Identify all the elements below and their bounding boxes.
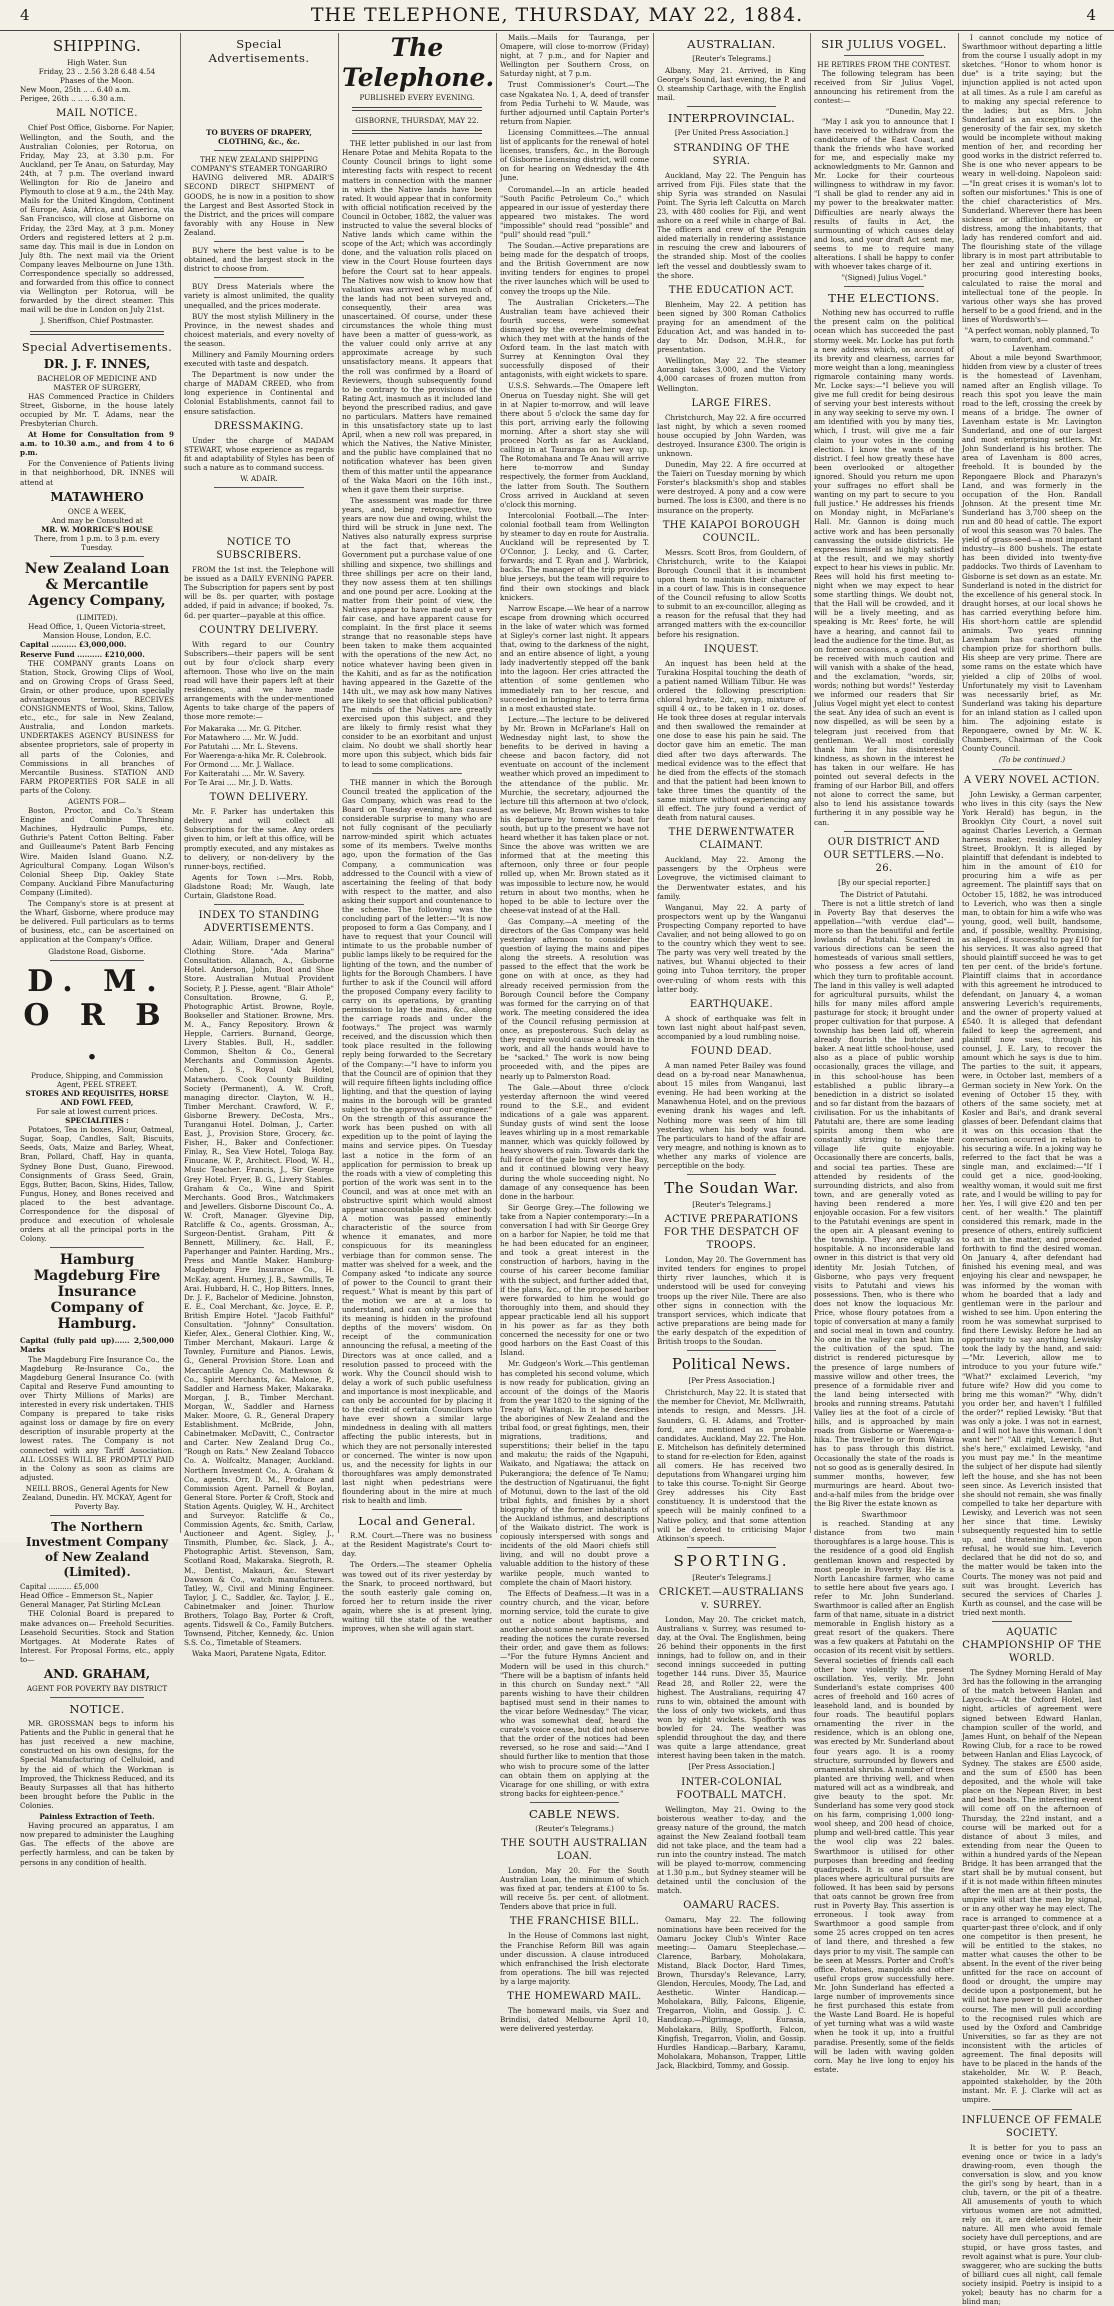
special-ads-heading: Special Advertisements.: [21, 339, 173, 354]
index-body: Adair, William, Draper and General Clothing Store. "Ada Marina" Consultation. Allanach, A., Gisborne Hotel. Anderson, John, Boot and Shoe Store. Australian Mutual Provident Society, P. J. Piesse, agent. "Blair Athole" Consultation. Browne, G. P., Photographic Artist. Browne, Royle, Bookseller and Stationer. Browne, Mrs. M. A., Fancy Repository. Brown & Hepple, Carriers. Burnand, George, Livery Stables. Bull, H., saddler. Common, Shelton & Co., General Merchants and Commission Agents. Cohen, J. S., Royal Oak Hotel, Matawhero. Cook County Building Society (Permanent), A. W. Croft, managing director. Clayton, W. H., Timber Merchant. Crawford, W. F., Gisborne Brewery. DeCosta, Mrs., Turanganui Hotel. Dolman, J., Carter. East, J., Provision Store, Grocery, &c. Fisher, H., Baker and Confectioner. Finlay, R., Sea View Hotel, Tologa Bay. Finucane, W. P., Architect. Flood, W. H., Music Teacher. Francis, J., Sir George Grey Hotel. Fryer, B. G., Livery Stables. Graham & Co., Wine and Spirit Merchants. Good Bros., Watchmakers and Jewellers. Gisborne Discount Co., A. W. Croft, Manager. Glyevine Dip, Ratcliffe & Co., agents. Grossman, A., Surgeon-Dentist. Graham, Pitt & Bennett, Millinery, &c. Hall, F., Paperhanger and Painter. Harding, Mrs., Press and Mantle Maker. Hamburg-Magdeburg Fire Insurance Co., H. McKay, agent. Hurney, J. B., Sawmills, Te Arai. Hubbard, H. C., Hop Bitters. Innes, Dr. J. F., Bachelor of Medicine. Johnston, E. E., Coal Merchant, &c. Joyce, E. P., British Empire Hotel. "Jacob Faithful" Consultation. "Johnny" Consultation. Kiefer, Alex., General Clothier. King, W., Timber Merchant, Makauri. Large & Townley, Furniture and Pianos. Lewis, G., General Provision Store. Loan and Mercantile Agency Co. Mathewson & Co., Spirit Merchants, &c. Malone, P., Saddler and Harness Maker, Makaraka. Morgan, J. B., Timber Merchant. Morgan, W., Saddler and Harness Maker. Moore, G. R., General Drapery Establishment. McBride, John, Cabinetmaker. McDavitt, C., Contractor and Carter. New Zealand Drug Co., "Rough on Rats." New Zealand Tobacco Co. A. Wolfcaltz, Manager, Auckland. Northern Investment Co., A. Graham & Co., agents. Orr, D. M., Produce and Commission Agent. Parnell & Boylan, General Store. Porter & Croft, Stock and Station Agents. Quigley, W. H., Architect and Surveyor. Ratcliffe & Co., Commission Agents, &c. Smith, Carlaw, Auctioneer and Agent. Sigley, J., Tinsmith, Plumber, &c. Slack, J. A., Photographic Artist. Stevenson, Sam, Scotland Road, Makaraka. Siegroth, R. M., Dentist, Makauri, &c. Stewart Dawson & Co., watch manufacturers. Tatley, W., Civil and Mining Engineer. Taylor, J. C., Saddler, &c. Taylor, J. E., Cabinetmaker and Joiner. Thurlow Brothers, Tolago Bay, Porter & Croft, agents. Tidswell & Co., Family Butchers. Townsend, Pitcher, Kennedy, &c. Union S.S. Co., Timetable of Steamers.: [184, 938, 334, 1648]
local-item: Mails.—Mails for Tauranga, per Omapere, will close to-morrow (Friday) night, at 7 p.m., and for Napier and Wellington per Southern Cross, on Saturday night, at 7 p.m.: [500, 33, 649, 79]
edact-heading: THE EDUCATION ACT.: [668, 284, 795, 296]
press-source: [Per United Press Association.]: [674, 128, 789, 138]
agent-row: For Makaraka .... Mr. G. Pitcher.: [184, 723, 302, 733]
column-5: [657, 33, 806, 2070]
soudan-heading: The Soudan War.: [664, 1179, 799, 1198]
index-last: Waka Maori, Paratene Ngata, Editor.: [192, 1649, 327, 1659]
novel-action-body: John Lewisky, a German carpenter, who lives in this city (says the New York Herald) has begun, in the Brooklyn City Court, a novel suit against Charles Leverich, a German harness maker, residing in Hanley Street, Brooklyn. It is alleged by plaintiff that defendant is indebted to him in the amount of £10 for procuring him a wife as per agreement. The plaintiff says that on October 15, 1882, he was introduced to Leverich, who was then a single man, to obtain for him a wife who was young, good, well built, handsome, and, if possible, wealthy. Promising, as alleged, if successful to pay £10 for his services. It was also agreed that should plaintiff succeed he was to get ten per cent. of the bride's fortune. Plaintiff claims that in accordance with this agreement he introduced to defendant, on January 4, a woman answering Leverich's requirements, and the owner of property valued at £540. It is alleged that defendant failed to keep the agreement, and plaintiff now sues, through his counsel, J. E. Lary, to recover the amount which he says is due to him. The parties to the suit, it appears, were, in October last, members of a German society in New York. On the evening of October 15 they, with others of the same society, met at Kosler and Bai's, and drank several glasses of beer. Defendant claims that it was on this occasion that the conversation occurred in relation to his securing a wife. In a joking way he referred to the fact that he was a single man, and exclaimed:—"If I could get a nice, good-looking, wealthy woman, it would suit me first rate, and I would be willing to pay for her. Yes, I will give £20 and ten per cent. of her wealth." The plaintiff considered this remark, made in the presence of others, entirely sufficient to act in the matter, and proceeded forthwith to find the desired woman. On January 4, after defendant had finished his evening meal, and was enjoying his clear and newspaper, he was informed by the woman with whom he boarded that a lady and gentleman were in the parlour and wished to see him. Upon entering the room he was somewhat surprised to find there Lewisky. Before he had an opportunity to say anything Lewisky took the lady by the hand, and said:—"Mr. Leverich, allow me to introduce to you your future wife." "What?" exclaimed Leverich, "my future wife? How did you come to bring me this woman?" "Why, didn't you order her, and haven't I fulfilled the order?" replied Lewisky. "But that was only a joke. I was not in earnest, and I will not have this woman. I don't want her!" "All right, Leverich. But she's here," exclaimed Lewisky, "and you must pay me." In the meantime the subject of her dispute had silently left the house, and she has not been seen since. As Leverich insisted that she should not remain, she was finally compelled to take her departure with Lewisky, and Leverich was not seen her since that time. Lewisky subsequently requested him to settle up, and threatening that, upon refusal, he would sue him. Leverich declared that he did not do so, and the matter would be taken into the Courts. The money was not paid and suit was brought. Leverich has secured the services of Charles J. Kurth as counsel, and the case will be tried next month.: [962, 789, 1103, 1617]
agents-body: Boston, Proctor, and Co.'s Steam Engine and Combine Threshing Machines, Hydraulic Pumps, etc. Guthrie's Patent Cotton Belting. Faber and Guilleaume's Patent Barb Fencing Wire. Maiden Island Guano. N.Z. Agricultural Company. Logan Wilson's Colonial Sheep Dip. Oakley State Company. Auckland Fibre Manufacturing Company (Limited).: [20, 806, 174, 897]
hamburg-title: Hamburg Magdeburg Fire Insurance Company of Hamburg.: [33, 1252, 161, 1333]
agent-row: For Ormond .... Mr. J. Wallace.: [184, 759, 295, 769]
drapery-heading: TO BUYERS OF DRAPERY, CLOTHING, &c., &c.: [206, 128, 312, 147]
graham-sub: AGENT FOR POVERTY BAY DISTRICT: [26, 1684, 168, 1693]
agent-row: For Matawhero .... Mr. W. Judd.: [184, 732, 299, 742]
column-7: [962, 33, 1103, 2306]
news-item: Auckland, May 22. Among the passengers by the Orpheus were Lovegrove, the victimised claimant to the Derwentwater estates, and his family.: [657, 855, 806, 901]
store-body: The Company's store is at present at the Wharf, Gisborne, where produce may be delivered. Full particulars as to terms of business, etc., can be ascertained on application at the Company's Office.: [20, 899, 174, 945]
buy-2: BUY Dress Materials where the variety is almost unlimited, the quality unequalled, and the prices moderate.: [184, 282, 334, 310]
mrs-sunderland: I cannot conclude my notice of Swarthmoor without departing a little from the course I usually adopt in my sketches. "Honor to whom honor is due" is a trite saying; but the injunction applied is not acted upon at all times. As a rule I am careful as to making any special reference to the ladies; but as Mrs. John Sunderland is an exception to the generosity of the fair sex, my sketch would be incomplete without making mention of her, and recording her good works in the district referred to. She is one who never appears to be weary in well-doing. Napoleon said:—"In great crises it is woman's lot to soften our misfortunes." This is one of the chief characteristics of Mrs. Sunderland. Wherever there has been sickness or affliction, poverty or distress, among the inhabitants, that lady has rendered comfort and aid. The flourishing state of the village library is in most part attributable to her zeal and untiring exertions in procuring good interesting books, calculated to raise the moral and intellectual tone of the people. In various other ways she has proved herself to be a good friend, and in the lines of Wordsworth's—: [962, 33, 1102, 324]
swarthmoor-body: is reached. Standing at any distance from two main thoroughfares is a large house. This is the residence of a good old English gentleman known and respected by most people in Poverty Bay. He is a North Lancashire farmer, who came to settle here about five years ago. I refer to Mr. John Sunderland. Swarthmoor is called after an English farm of that name, situate in a district memorable in English history as a great resort of the quakers. There was a few quakers at Patutahi on the occasion of its recent visit by settlers. Several societies of friends call each other how violently the present oscillation. Yes, verily. Mr. John Sunderland's estate comprises 400 acres of freehold and 160 acres of leasehold land, and is bounded by four roads. The beautiful poplars ornamenting the river in the residence, which is an oblong one, was erected by Mr. Sunderland about four years ago. It is a roomy structure, surrounded by flowers and ornamental shrubs. A number of trees planted are thriving well, and when matured will act as a windbreak, and give beauty to the spot. Mr. Sunderland has some very good stock on his farm, comprising 1,000 long-wool sheep, and 200 head of choice, plump and well-bred cattle. This year the wool clip was 22 bales. Swarthmoor is utilised for other purposes than breeding and feeding quadrupeds. It is one of the few places where agricultural pursuits are followed. It has been said by persons that oats cannot be grown free from rust in Poverty Bay. This assertion is erroneous. I took away from Swarthmoor a good sample from some 25 acres cropped on ten acres of land there, and threshed a few days prior to my visit. The sample can be seen at Messrs. Porter and Croft's office. Potatoes, mangolds and other useful crops grow successfully here. Mr. John Sunderland has effected a large number of improvements since he first purchased this estate from the Waste Land Board. He is hopeful of yet turning what was a wild waste when he took it up, into a fruitful paradise. Presently, some of the fields will be laden with waving golden corn. May he live long to enjoy his estate.: [814, 1519, 954, 2074]
graham: AND. GRAHAM,: [43, 1667, 151, 1681]
column-1: [20, 33, 174, 1867]
agents-for: AGENTS FOR—: [68, 797, 126, 806]
lavenham-body: About a mile beyond Swarthmoor, hidden from view by a cluster of trees is the homestead of Lavenham, named after an English village. To reach this spot you leave the main road to the left, crossing the creek by means of a bridge. The owner of Lavenham estate is Mr. Lavington Sunderland, and one of our largest and most enterprising settlers. Mr. John Sunderland is his brother. The area of Lavenham is 800 acres, freehold. It is bounded by the Repongaere Block and Pharazyn's Land, and was formerly in the occupation of the Hon. Randall Johnson. At the present time Mr. Sunderland has 3,700 sheep on the run and 80 head of cattle. The export of wool this season was 70 bales. The yield of grass-seed—a most important industry—is 800 bushels. The estate has been divided into twenty-five paddocks. Two thirds of Lavenham to Gisborne is set down as an estate. Mr. Sunderland is noted in the district for the excellence of his general stock. In draught horses, at our local shows he has carried everything before him. His short-horn cattle are splendid animals. Two years running Lavenham has carried off the champion prize for shorthorn bulls. His sheep are very prime. There are some rams on the estate which have yielded a clip of 20lbs of wool. Unfortunately my visit to Lavenham was necessarily brief, as Mr. Sunderland was taking his departure for an inland station as I called upon him. The adjoining estate is Repongaere, owned by Mr. W. K. Chambers, Chairman of the Cook County Council.: [962, 353, 1102, 754]
editorial-dateline: GISBORNE, THURSDAY, MAY 22.: [355, 116, 479, 126]
column-rule: [180, 33, 181, 1533]
aquatic-heading: AQUATIC CHAMPIONSHIP OF THE WORLD.: [962, 1627, 1102, 1665]
may-be-consulted: And may be Consulted at: [51, 515, 143, 525]
painless-heading: Painless Extraction of Teeth.: [39, 1812, 155, 1822]
limited: (LIMITED).: [76, 613, 118, 623]
page-number-right: 4: [1086, 6, 1096, 24]
millinery: Millinery and Family Mourning orders executed with taste and despatch.: [184, 349, 334, 369]
matawhero: MATAWHERO: [50, 489, 144, 504]
morrice-house: MR. W. MORRICE'S HOUSE: [41, 524, 153, 534]
lavenham-heading: Lavenham.: [1011, 344, 1052, 354]
northern-capital: Capital .......... £5,000: [20, 1582, 99, 1592]
soudan-subheading: ACTIVE PREPARATIONS FOR THE DESPATCH OF TROOPS.: [663, 1214, 800, 1252]
swarthmoor-heading: Swarthmoor: [861, 1510, 907, 1520]
stores-heading: STORES AND REQUISITES, HORSE AND FOWL FEED,: [25, 1088, 169, 1107]
sporting-source: [Reuter's Telegrams.]: [692, 1572, 771, 1582]
adair-body: HAVING delivered MR. ADAIR'S SECOND DIRECT SHIPMENT of GOODS, he is now in a position to show the Largest and Best Assorted Stock in the District, and the prices will compare favorably with any House in New Zealand.: [184, 173, 334, 237]
news-item: Dunedin, May 22. A fire occurred at the Taieri on Tuesday morning by which Forster's blacksmith's shop and stables were destroyed. A pony and a cow were burned. The loss is £300, and there is no insurance on the property.: [657, 460, 806, 515]
hamburg-capital: Capital (fully paid up)...... 2,500,000 Marks: [20, 1336, 174, 1355]
news-item: Christchurch, May 22. It is stated that the member for Cheviot, Mr. McIlwraith, intends to resign, and Messrs. J.H. Saunders, G. H. Adams, and Trotter-ford, are mentioned as probable candidates. Auckland, May 22. The Hon. E. Mitchelson has definitely determined to stand for re-election for Eden, against all comers. He has received two deputations from Whangarei urging him to take this course. To-night Sir George Grey addresses his City East constituency. It is understood that the speech will be mainly confined to a Native policy, and that some attention will be devoted to criticising Major Atkinson's speech.: [657, 1388, 806, 1543]
vogel-heading: SIR JULIUS VOGEL.: [821, 37, 947, 51]
innes-title: DR. J. F. INNES,: [43, 356, 151, 371]
head-office: Head Office, 1, Queen Victoria-street, Mansion House, London, E.C.: [28, 622, 166, 641]
town-agents: Agents for Town :—Mrs. Robb, Gladstone Road; Mr. Waugh, late Curtain, Gladstone Road.: [184, 872, 334, 900]
news-item: Oamaru, May 22. The following nominations have been received for the Oamaru Jockey Club's Winter Race meeting:— Oamaru Steeplechase.—Clarence, Barbary, Moholakara, Mistand, Black Doctor, Hard Times, Brown, Thursday's Relevance, Larry, Glendon, Hercules, Moody, The Lad, and Aesthetic. Winter Handicap.—Moholakara, Billy, Falcons, Eligenie, Tregarron, Violin, and Gossip. J. C. Handicap.—Pilgrimage, Eurasia, Moholakara, Billy, Spofforth, Falcon, Kingfish, Tregarron, Violin, and Gossip. Hurdles Handicap.—Barbary, Karamu, Moholakara, Mohanson, Trapper, Little Jack, Blackbird, Tommy, and Gossip.: [657, 1915, 806, 2070]
nz-loan-body: THE COMPANY grants Loans on Station, Stock, Growing Clips of Wool, and on Growing Crops of Grass Seed, Grain, or other produce, upon specially advantageous terms. RECEIVES CONSIGNMENTS of Wool, Skins, Tallow, etc., etc., for sale in New Zealand, Australia, and London markets. UNDERTAKES AGENCY BUSINESS for absentee proprietors, sale of property in all parts of the Colonies, and Commissions in all branches of Mercantile Business. STATION AND FARM PROPERTIES FOR SALE in all parts of the Colony.: [20, 658, 174, 795]
subscribers-heading: NOTICE TO SUBSCRIBERS.: [216, 537, 302, 562]
northern-manager: General Manager, Pat Stirling McLean: [20, 1600, 161, 1610]
hamburg-agents: NEILL BROS., General Agents for New Zealand, Dunedin. HY. MCKAY, Agent for Poverty Bay.: [22, 1483, 172, 1512]
local-item: The Australian Cricketers.—The Australian team have achieved their fourth success, were somewhat dismayed by the overwhelming defeat which they met with at the hands of the Oxford team. In the last match with Surrey at Kennington Oval they successfully disposed of their antagonists, with eight wickets to spare.: [500, 297, 649, 380]
hamburg-body: The Magdeburg Fire Insurance Co., the Magdeburg Re-Insurance Co., the Magdeburg General Insurance Co. (with Capital and Reserve Fund amounting to over Thirty Millions of Marks) are interested in every risk undertaken. THIS Company is prepared to take risks against loss or damage by fire on every description of insurable property at the lowest rates. The Company is not connected with any Tariff Association. ALL LOSSES WILL BE PROMPTLY PAID in the Colony as soon as claims are adjusted.: [20, 1354, 174, 1482]
nz-loan-title: New Zealand Loan & Mercantile Agency Company,: [24, 561, 170, 610]
stores-sub: For sale at lowest current prices.: [36, 1106, 158, 1116]
aquatic-body: The Sydney Morning Herald of May 3rd has the following in the arranging of the match between Hanlan and Laycock:—At the Oxford Hotel, last night, articles of agreement were signed between Edward Hanlan, champion sculler of the world, and James Hunt, on behalf of the Nepean Rowing Club, for a race to be rowed between Hanlan and Elias Laycock, of Sydney. The stakes are £500 aside, and the sum of £500 has been deposited, and the whole will take place on the Nepean River, in best and best boats. The interesting event will come off on the afternoon of Thursday, the 22nd instant, and a course will be marked out for a distance of about 3 miles, and extending from near the Queen to within a hundred yards of the Nepean Bridge. It has been arranged that the start shall be by mutual consent, but if it is not made within fifteen minutes after the men are at their posts, the umpire will start the men by signal, or in any other way he may elect. The race is arranged to commence at a quarter-past three o'clock, and if only one competitor is then present, he will be entitled to the stakes, no matter what causes the other to be absent. In the event of the river being unfitted for the race on account of flood or drought, the umpire may decide upon a postponement, but he will not have power to decide another course. The men will pull according to the recognised rules which are used by the Oxford and Cambridge Universities, so far as they are not inconsistent with the articles of agreement. The final deposits will have to be placed in the hands of the stakeholder, Mr. W. P. Beach, appointed stakeholder, by the 20th instant. Mr. F. J. Clarke will act as umpire.: [962, 1668, 1102, 2105]
local-item: Licensing Committees.—The annual list of applicants for the renewal of hotel licenses, transfers, &c., in the Borough of Gisborne Licensing district, will come on for hearing on Wednesday the 4th June.: [500, 127, 649, 183]
local-item: The Gale.—About three o'clock yesterday afternoon the wind veered round to the S.E., and evident indications of a gale was apparent. Sunday gusts of wind sent the loose leaves whirling up in a most remarkable manner, which was quickly followed by heavy showers of rain. Towards dark the full force of the gale burst over the Bay, and it continued blowing very heavy during the whole succeeding night. No damage of any consequence has been done in the harbour.: [500, 1082, 649, 1201]
moon-row: New Moon, 25th .. .. 6.40 a.m.: [20, 85, 131, 95]
tide-row: Friday, 23 .. 2.56 3.28 6.48 4.54: [38, 67, 156, 77]
news-item: Auckland, May 22. The Penguin has arrived from Fiji. Files state that the ship Syria was stranded on Nasulai Point. The Syria left Calcutta on March 23, with 480 coolies for Fiji, and went ashore on a reef while in charge of Bal. The officers and crew of the Penguin aided materially in rendering assistance in rescuing the crew and labourers of the stranded ship. Most of the coolies left the vessel and doubtlessly swam to the shore.: [657, 170, 806, 280]
northern-body: THE Colonial Board is prepared to make advances on— Freehold Securities. Leasehold Securities. Stock and Station Mortgages. At Moderate Rates of Interest. For Proposal Forms, etc., apply to—: [20, 1609, 174, 1664]
news-item: Wellington, May 21. Owing to the boisterous weather to-day, and the greasy nature of the ground, the match against the New Zealand football team did not take place, and the team had a run into the country instead. The match will be played to-morrow, commencing at 1.30 p.m., but Sydney steamer will be detained until the conclusion of the match.: [657, 1804, 806, 1896]
news-item: Christchurch, May 22. A fire occurred last night, by which a seven roomed house occupied by John Warden, was destroyed. Insurance £300. The origin is unknown.: [657, 412, 806, 458]
masthead: [0, 0, 1114, 31]
local-item: Coromandel.—In an article headed "South Pacific Petroleum Co.," which appeared in our issue of yesterday there appeared two mistakes. The word "impossible" should read "possible" and "pull" should read "pull.": [500, 184, 649, 239]
district-heading: OUR DISTRICT AND OUR SETTLERS.—No. 26.: [823, 836, 945, 874]
local-item: Intercolonial Football.—The Inter-colonial football team from Wellington by steamer to day en route for Australia. Auckland will be represented by T. O'Connor, J. Lecky, and G. Carter, forwards; and T. Ryan and J. Warbrick, backs. The manager of the trip provides blue jerseys, but the team will require to find their own stockings and black knickers.: [500, 510, 649, 602]
specialities-body: Potatoes, Tea in boxes, Flour, Oatmeal, Sugar, Soap, Candles, Salt, Biscuits, Seeds, Oats, Maize and Barley, Wheat, Bran, Pollard, Chaff, Hay in quanta, Sydney Bone Dust, Guano, Firewood. Consignments of Grass Seed, Grain, Eggs, Butter, Bacon, Skins, Hides, Tallow, Fungus, Honey, and Bones received and placed to the best advantage. Correspondence for the disposal of produce and execution of wholesale orders at all the principal ports in the Colony.: [20, 1125, 174, 1244]
news-item: Wanganui, May 22. A party of prospectors went up by the Wanganui Prospecting Company reported to have Cavalier, and not being allowed to go on to the country which they went to see. The party was very well treated by the natives, but Whanui objected to their going into Tuhoa territory, the proper over-ruling of whom rests with this latter body.: [657, 902, 806, 994]
paper-title: The Telephone.: [342, 33, 495, 92]
local-item: Narrow Escape.—We hear of a narrow escape from drowning which occurred in the lake of water which was formed at Sigley's corner last night. It appears that, owing to the darkness of the night, and an entire absence of light, a young lady inadvertently stepped off the bank into the lagoon. Her cries attracted the attention of some gentlemen who immediately ran to her rescue, and succeeded in bringing her to terra firma in a most exhausted state.: [500, 603, 649, 713]
interprovincial-heading: INTERPROVINCIAL.: [667, 111, 796, 126]
found-dead-heading: FOUND DEAD.: [690, 1045, 773, 1057]
buy-3: BUY the most stylish Millinery in the Province, in the newest shades and choicest materials, and every novelty of the season.: [184, 311, 334, 348]
special-reporter: [By our special reporter.]: [838, 877, 930, 887]
published-every-evening: PUBLISHED EVERY EVENING.: [359, 93, 475, 102]
department: The Department is now under the charge of MADAM CREED, who from long experience in Continental and Colonial Establishments, cannot fail to ensure satisfaction.: [184, 370, 334, 416]
innes-convenience: For the Convenience of Patients living in that neighborhood, DR. INNES will attend at: [20, 459, 174, 487]
page-number-left: 4: [20, 6, 30, 24]
news-item: London, May 20. The cricket match, Australians v. Surrey, was resumed to-day, at the Oval. The Englishmen, being 26 behind their opponents in the first innings, had to follow on, and in their second innings succeeded in putting together 144 runs. Diver 35, Maurice Read 28, and Roller 22, were the highest. The Australians, requiring 47 runs to win, obtained the amount with the loss of only two wickets, and thus won by eight wickets. Spofforth was bowled for 24. The weather was splendid throughout the day, and there was quite a large attendance, great interest having been taken in the match.: [657, 1614, 806, 1761]
reuter-source: [Reuter's Telegrams.]: [692, 54, 771, 63]
country-delivery-body: With regard to our Country Subscribers—their papers will be sent out by four o'clock sharp every afternoon. Those who live on the main road will have their papers left at their residences, and we have made arrangements with the under-mentioned Agents to take charge of the papers of those more remote:—: [184, 639, 334, 722]
innes-hours: At Home for Consultation from 9 a.m. to 10.30 a.m., and from 4 to 6 p.m.: [20, 430, 174, 458]
derwent-heading: THE DERWENTWATER CLAIMANT.: [668, 827, 795, 852]
town-delivery-heading: TOWN DELIVERY.: [209, 792, 309, 804]
moon-row: Perigee, 26th .. .. .. 6.30 a.m.: [20, 94, 126, 104]
newspaper-title: THE TELEPHONE, THURSDAY, MAY 22, 1884.: [310, 4, 804, 26]
cable-news-source: (Reuter's Telegrams.): [535, 1823, 614, 1833]
northern-office: Head Office – Emmerson St., Napier: [20, 1591, 153, 1601]
gladstone-road: Gladstone Road, Gisborne.: [48, 946, 146, 956]
mail-notice-body: Chief Post Office, Gisborne. For Napier, Wellington, and the South, and the Australian Colonies, per Rotorua, on Friday, May 23, at 3.30 p.m. For Auckland, per Te Anau, on Saturday, May 24th, at 7 p.m. The overland inward Wellington for Rio de Janeiro and Plymouth to close at 9 a.m., the 24th May. Mails for the United Kingdom, Continent of Europe, Asia, Africa, and America, via San Francisco, will close at Gisborne on Friday, the 23rd May, at 3 p.m. Money Orders and registered letters at 2 p.m. same day. This mail is due in London on July 8th. The next mail via the Orient Company leaves Melbourne on June 13th. Correspondence specially so addressed, and forwarded from this office to connect via Wellington per Rotorua, will be forwarded by the direct steamer. This mail will be due in London on July 21st.: [20, 123, 174, 315]
dressmaking-heading: DRESSMAKING.: [214, 420, 304, 432]
news-item: Wellington, May 22. The steamer Aorangi takes 3,000, and the Victory 4,000 carcases of frozen mutton from Wellington.: [657, 356, 806, 393]
reserve-fund: Reserve Fund .......... £210,000.: [20, 649, 145, 659]
column-6: [814, 33, 954, 2074]
moon-heading: Phases of the Moon.: [60, 76, 134, 86]
vogel-signed: "(Signed) Julius Vogel.": [841, 273, 927, 283]
mail-notice-heading: MAIL NOTICE.: [56, 108, 138, 120]
agent-row: For Te Arai .... Mr. J. D. Watts.: [184, 778, 293, 788]
dmo-subtitle: Produce, Shipping, and Commission Agent, PEEL STREET.: [30, 1070, 164, 1089]
subscribers-body: FROM the 1st inst. the Telephone will be issued as a DAILY EVENING PAPER. The Subscription for papers sent by post will be 8s. per quarter, with postage added, if paid in advance; if booked, 7s. 6d. per quarter—payable at this office.: [184, 565, 334, 620]
innes-body: HAS Commenced Practice in Childers Street, Gisborne, in the house lately occupied by Mr. T. Adams, near the Presbyterian Church.: [20, 391, 174, 428]
local-item: Gas Company.—A meeting of the directors of the Gas Company was held yesterday afternoon to consider the question of laying the mains and pipes along the streets. A resolution was passed to the effect that the work be gone on with at once, as they had already received permission from the Borough Council before the Company was formed for the carrying on of that work. The meeting considered the idea of the Council refusing permission at once, as preposterous. Such delay as they require would cause a break in the work, and all the hands would have to be "sacked." The work is now being proceeded with, and the pipes are nearly up to Palmerston Road.: [500, 916, 649, 1081]
editorial-p3: THE manner in which the Borough Council treated the application of the Gas Company, which was read to the Board on Tuesday evening, has caused considerable surprise to many who are not fully cognisant of the peculiarly narrow-minded spirit which actuates some of its members. Twelve months ago, upon the formation of the Gas Company, a communication was addressed to the Council with a view of ascertaining the feeling of that body with respect to the matter, and also asking their support and countenance to the scheme. The following was the concluding part of the letter:—"It is now proposed to form a Gas Company, and I have to request that your Council will intimate to us the probable number of public lamps likely to be required for the lighting of the town, and the number of lights for the Borough Chambers. I have further to ask if the Council will afford the proposed Company every facility to carry on its operations, by granting permission to lay the mains, &c., along the carriage roads and under the footways." The project was warmly received, and the discussion which then took place resulted in the following reply being forwarded to the Secretary of the Company:—"I have to inform you that the Council are of opinion that they will require fifteen lights including office lighting, and that the question of laying mains in the borough will be granted subject to the approval of our engineer." On the strength of this assurance the work has been pushed on with all expedition up to the point of laying the mains and service pipes. On Tuesday last a notice in the form of an application for permission to break up the roads with a view of completing this portion of the work was sent in to the Council, and was at once met with an obstructive spirit which would almost appear unaccountable in any other body. A motion was passed eminently characteristic of the source from whence it emanates, and more conspicuous for its meaningless verbiage than for common sense. The matter was shelved for a week, and the Company asked "to indicate any source of power to the Council to grant their request." What is meant by this part of the motion we are at a loss to understand, and can only surmise that its meaning is hidden in the profound depths of the movers' wisdom. On receipt of the communication announcing the refusal, a meeting of the Directors was at once called, and a resolution passed to proceed with the work. Why the Council should wish to delay a work of such public usefulness and importance is most inexplicable, and can only be accounted for by placing it to the credit of certain Councillors who have ever shown a similar large mindedness in dealing with all matters affecting the public interests, but in which they are not personally interested or concerned. The winter is now upon us, and the necessity for lights in our thoroughfares was amply demonstrated last night when pedestrians were floundering about in the mire at much risk to health and limb.: [342, 777, 492, 1506]
column-4: [500, 33, 649, 2034]
town-delivery-body: Mr. F. Parker has undertaken this delivery and will collect all Subscriptions for the same. Any orders given to him, or left at this office, will be promptly executed, and any mistakes as to delivery, or non-delivery by the runner-boys, rectified.: [184, 807, 334, 871]
sa-loan-heading: THE SOUTH AUSTRALIAN LOAN.: [501, 1838, 648, 1862]
political-heading: Political News.: [671, 1355, 792, 1374]
elections-heading: THE ELECTIONS.: [828, 291, 940, 306]
dmo-orr-title: D. M. O R B .: [23, 963, 171, 1067]
franchise-heading: THE FRANCHISE BILL.: [509, 1916, 640, 1928]
agent-row: For Patutahi .... Mr. L. Stevens.: [184, 741, 298, 751]
vogel-dated: "Dunedin, May 22.: [885, 107, 954, 117]
influence-heading: INFLUENCE OF FEMALE SOCIETY.: [962, 2114, 1102, 2139]
local-item: R.M. Court.—There was no business at the Resident Magistrate's Court to-day.: [342, 1531, 492, 1559]
every-tuesday: There, from 1 p.m. to 3 p.m. every Tuesday.: [34, 533, 160, 553]
notice-body: MR. GROSSMAN begs to inform his Patients and the Public in general that he has just received a new machine, constructed on his own designs, for the Special Manufacturing of Celluloid, and by the aid of which the Workman is Improved, the Thickness Reduced, and its Beauty Surpasses all that has hitherto been brought before the Public in the Colonies.: [20, 1719, 174, 1810]
tongariro-heading: THE NEW ZEALAND SHIPPING COMPANY'S STEAMER TONGARIRO: [190, 155, 328, 174]
syria-heading: STRANDING OF THE SYRIA.: [673, 142, 790, 167]
tide-heading: High Water. Sun: [67, 58, 127, 67]
column-rule: [958, 33, 959, 1533]
cable-news-heading: CABLE NEWS.: [528, 1806, 621, 1821]
sporting-heading: SPORTING.: [673, 1551, 790, 1570]
country-delivery-heading: COUNTRY DELIVERY.: [199, 624, 319, 636]
shipping-heading: SHIPPING.: [52, 37, 142, 55]
australian-heading: AUSTRALIAN.: [687, 37, 776, 51]
local-item: Sir George Grey.—The following we take from a Napier contemporary:—In a conversation I had with Sir George Grey on a harbor for Napier, he told me that he had been educated for an engineer, and took a great interest in the construction of harbors, having in the course of his career become familiar with the subject, and further added that, if the plans, &c., of the proposed harbor were forwarded to him he would go thoroughly into them, and should they appear practicable lend all his support in his power as far as they both concerned the necessity for one or two good harbors on the East Coast of this Island.: [500, 1202, 649, 1358]
local-item: Lecture.—The lecture to be delivered by Mr. Brown in McFarlane's Hall on Wednesday night last, to show the benefits to be derived in having a cheese and bacon factory, did not eventuate on account of the inclement weather which proved an impediment to the attendance of the public. Mr. Murchie, the secretary, adjourned the lecture till this afternoon at two o'clock, as we believe, Mr. Brown wishes to take his departure by tomorrow's boat for south, but up to the present we have not heard whether it has taken place or not. Since the above was written we are informed that at the meeting this afternoon, only three or four people rolled up, when Mr. Brown stated as it was impossible to lecture now, he would return in about two months, when he hoped to be able to lecture over the cheese-vat instead of at the Hall.: [500, 714, 649, 915]
news-item: Messrs. Scott Bros, from Gouldern, of Christchurch, write to the Kaiapoi Borough Council that it is incumbent upon them to maintain their character in a court of law. This is in consequence of the Council refusing to allow Scotts to submit to an ex-councillor, alleging as a reason for the refusal that they had arranged matters with the ex-councillor before his resignation.: [657, 547, 806, 639]
column-rule: [810, 33, 811, 1533]
index-heading: INDEX TO STANDING ADVERTISEMENTS.: [198, 910, 320, 935]
local-item: Trust Commissioner's Court.—The case Ngakatea No. 1, A, deed of transfer from Pedia Turhehi to W. Maude, was further adjourned until Captain Porter's return from Napier.: [500, 80, 649, 126]
news-item: A shock of earthquake was felt in town last night about half-past seven, accompanied by a loud rumbling noise.: [657, 1013, 806, 1041]
innes-subtitle: BACHELOR OF MEDICINE AND MASTER OF SURGERY,: [37, 373, 157, 392]
adair-signature: W. ADAIR.: [240, 474, 278, 483]
homeward-heading: THE HOMEWARD MAIL.: [507, 1991, 642, 2003]
inquest-heading: INQUEST.: [703, 643, 760, 655]
once-a-week: ONCE A WEEK,: [67, 506, 127, 516]
news-item: An inquest has been held at the Turakina Hospital touching the death of a patient named William Tilbur. He was ordered the following prescription: chloral hydrate, 2dr., syrup, mixture of squill 4 oz., to be taken in 1 oz. doses. He took three doses at regular intervals and then swallowed the remainder at one dose to ease his pain he said. The doctor gave him an emetic. The man died after two days afterwards. The medical evidence was to the effect that he died from the effects of the stomach and that the patient had been known to take three times the quantity of the same mixture without experiencing any ill effect. The jury found a verdict of death from natural causes.: [657, 658, 806, 823]
local-item: U.S.S. Sehwards.—The Omapere left Onerua on Tuesday night. She will get in at Napier to-morrow, and will leave there about 5 o'clock the same day for this port, arriving early the following morning. After a short stay she will proceed North as far as Auckland, calling in at Tauranga on her way up. The Rotomahana and Te Anau will arrive here to-morrow and Sunday respectively, the former from Auckland, the latter from South. The Southern Cross arrived in Auckland at seven o'clock this morning.: [500, 381, 649, 509]
news-item: London, May 20. The Government has invited tenders for engines to propel thirty river launches, which it is understood will be used for conveying troops up the river Nile. There are also other signs in connection with the transport services, which indicate that active preparations are being made for the early despatch of the expedition of British troops to the Soudan.: [657, 1255, 806, 1347]
capital: Capital .......... £3,000,000.: [20, 640, 127, 650]
franchise-body: In the House of Commons last night, the Franchise Reform Bill was again under discussion. A clause introduced which enfranchised the Irish electorate from operations. The bill was rejected by a large majority.: [500, 1931, 649, 1986]
special-ads-heading-2: Special Advertisements.: [208, 37, 310, 65]
district-body: There is not a little stretch of land in Poverty Bay that deserves the appellation—"with verdue clad"—more so than the beautiful and fertile lowlands of Patutahi. Scattered in various directions can be seen the homesteads of various small settlers, who possess a few acres of land which they turn to profitable account. The land in this valley is well adapted for agricultural pursuits, whilst the hills for many miles afford ample pasturage for stock; it brought under proper cultivation for that purpose. A township has been laid off, wherein already flourish the butcher and baker. A neat little school-house, used also as a place of public worship occasionally, graces the village, and in this school-house has been established a public library—a benediction in a district so isolated and so far distant from the bazaars of civilisation. For us the inhabitants of Patutahi are, there are some leading spirits among them who are constantly striving to make their village life quite enjoyable. Occasionally there are concerts, balls, and social tea parties. These are attended by residents of the surrounding districts, and also from town, and are generally voted as having been rendered a more enjoyable occasion. For a few visitors to the Patutahi evenings are spent in the open air. A pleasant evening to the township. They are equally as hospitable. A no inconsiderable land owner in this district is that very old identity Mr. Josiah Tutchen, of Gisborne, who pays very frequent visits to Patutahi and views his possessions. Then, who is there who does not know the loquacious Mr. Price, whose floury potatoes from a topic of conversation at many a family and social meal in town and country. No one in the valley can beat him in the cultivation of the spud. The district is rendered picturesque by the presence of large numbers of massive willow and other trees, the presence of a formidable river and the land being intersected with brooks and running streams. Patutahi Valley lies at the foot of a circle of hills, and is approached by main roads from Gisborne or Waerenga-a-hika. The traveller to or from Wairoa has to pass through this district. Occasionally the state of the roads is not so good as is generally desired. In summer months, however, few murmurings are heard. About two-and-a-half miles from the bridge over the Big River the estate known as: [814, 898, 954, 1508]
agent-row: For Waerenga-a-hika Mr. R. Colebrook.: [184, 750, 327, 760]
press-source-2: [Per Press Association.]: [688, 1762, 775, 1772]
earthquake-heading: EARTHQUAKE.: [689, 998, 774, 1010]
to-be-continued: (To be continued.): [998, 755, 1066, 765]
local-item: The Soudan.—Active preparations are being made for the despatch of troops, and the British Government are now inviting tenders for engines to propel the river launches which will be used to convey the troops up the Nile.: [500, 241, 649, 296]
painless-body: Having procured an apparatus, I am now prepared to administer the Laughing Gas. The effects of the above are perfectly harmless, and can be taken by persons in any condition of health.: [20, 1821, 174, 1867]
local-item: The Orders.—The steamer Ophelia was towed out of its river yesterday by the Snark, to proceed northward, but the south easterly gale coming on, forced her to return inside the river again, where she is at present lying, waiting till the state of the weather improves, when she will again start.: [342, 1560, 492, 1634]
verse: "A perfect woman, nobly planned, To warn, to comfort, and command.": [964, 326, 1100, 345]
mail-notice-signature: J. Sheriffson, Chief Postmaster.: [40, 316, 154, 326]
editorial-p1: THE letter published in our last from Henare Potae and Mehita Ropata to the County Council brings to light some interesting facts with respect to recent matters in connection with the manner in which the Native lands have been rated. It would appear that in conformity with official notification received by the Council in October, 1882, the valuer was instructed to value the several blocks of Native lands which came within the scope of the Act; which was accordingly done, and the valuation rolls placed on view in the Court House fourteen days before the Court sat to hear appeals. The Natives now wish to know how that valuation was arrived at when much of the lands had not been surveyed and, consequently, their area was unascertained. Of course, under these circumstances the whole thing must have been a matter of guess-work, as the valuer could only arrive at any approximate acreage by such unsatisfactory means. It appears that the roll was confirmed by a Board of Reviewers, though subsequently found to be contrary to the provisions of the Rating Act, inasmuch as it included land beyond the prescribed radius, and gave no particulars. Matters have remained in this unsatisfactory state up to last April, when a new roll was prepared, in which the Natives, the Native Minister, and the public have complained that no notification whatever has been given them of this matter until the appearance of the Waka Maori on the 16th inst., when it gave them their surprise.: [342, 139, 492, 494]
notice-heading: NOTICE.: [69, 1702, 125, 1717]
fires-heading: LARGE FIRES.: [691, 397, 772, 409]
column-3: [342, 33, 495, 1634]
sa-loan-body: London, May 20. For the South Australian Loan, the minimum of which was fixed at par, tenders at £100 to 5s. will receive 5s. per cent. of allotment. Tenders above that price in full.: [500, 1866, 649, 1912]
soudan-source: [Reuter's Telegrams.]: [692, 1200, 771, 1210]
vogel-intro: The following telegram has been received from Sir Julius Vogel, announcing his retirement from the contest:—: [814, 69, 954, 106]
column-rule: [496, 33, 497, 1533]
homeward-body: The homeward mails, via Suez and Brindisi, dated Melbourne April 10, were delivered yesterday.: [500, 2006, 649, 2034]
local-item: The Effects of Deafness.—It was in a country church, and the vicar, before morning service, told the curate to give out a notice about baptisms, and another about some new hymn-books. In reading the notices the curate reversed their order, and gave them as follows:—"For the future Hymns Ancient and Modern will be used in this church." "There will be a baptism of infants held in this church on Sunday next." "All parents wishing to have their children baptised must send in their names to the vicar before Wednesday." The vicar, who was somewhat deaf, heard the curate's voice cease, but did not observe that the order of the notices had been reversed, so he rose and said:—"And I should further like to mention that those who wish to procure some of the latter can obtain them on applying at the Vicarage for one shilling, or with extra strong backs for eighteen-pence.": [500, 1588, 649, 1798]
vogel-subheading: HE RETIRES FROM THE CONTEST.: [817, 60, 951, 69]
oamaru-heading: OAMARU RACES.: [683, 1900, 780, 1912]
influence-body: It is better for you to pass an evening once or twice in a lady's drawing-room, even though the conversation is slow, and you know the girl's song by heart, than in a club, tavern, or the pit of a theatre. All amusements of youth to which virtuous women are not admitted, rely on it, are deleterious in their nature. All men who avoid female society have dull perceptions, and are stupid, or have gross tastes, and revolt against what is pure. Your club-swaggerer, who are sucking the butts of billiard cues all night, call female society insipid. Poetry is insipid to a yokel; beauty has no charm for a blind man;: [962, 2142, 1102, 2306]
news-item: A man named Peter Bailey was found dead on a by-road near Manawhenua, about 15 miles from Wanganui, last evening. He had been working at the Manawhenua Hotel, and on the previous evening drank his wages and left. Nothing more was seen of him till yesterday, when his body was found. The particulars to hand of the affair are very meagre, and nothing is known as to whether any marks of violence are perceptible on the body.: [657, 1060, 806, 1170]
elections-body: Nothing new has occurred to ruffle the present calm on the political ocean which has succeeded the past stormy week. Mr. Locke has put forth a new address which, on account of its brevity and clearness, carries far more weight than a long, meaningless rigmarole containing many words. Mr. Locke says:—"I believe you will give me full credit for being desirous of serving your best interests without in any way seeking to serve my own. I am identified with you by many ties, which, I trust, will give me a fair claim to your votes in the coming election. I know the wants of the district. I feel how greatly these have been overlooked or altogether ignored. Should you return me upon your suffrages no effort shall be wanting on my part to secure to you full justice." He addresses his friends on Monday night, in McFarlane's Hall. Mr. Gannon is doing much active work and has been personally canvassing the outside districts. He expresses himself as highly satisfied at the result, and we may shortly expect to hear his views in public. Mr. Rees will hold his first meeting to-night when we may expect to hear some startling things. We doubt not, that the Hall will be crowded, and it will be a lively meeting, and as speaking is Mr. Rees' forte, he will have a hearing, and cannot fail to lead the audience for the time. But, as on former occasions, a good deal will be received with much caution and will vanish with a shake of the head, and the exclamation, "words, sir, words; nothing but words!" Yesterday we informed our readers that Sir Julius Vogel might yet elect to contest the seat. Any idea of such an event is now dispelled, as will be seen by a telegram just received from that gentleman. We-all most cordially thank him for his disinterested kindness, as shown in the interest he has taken in our welfare. He has pointed out several defects in the framing of our Harbor Bill, and offers not alone to correct the same, but also to lend his assistance towards furthering it in any possible way he can.: [814, 308, 954, 827]
buy-1: BUY where the best value is to be obtained, and the largest stock in the district to choose from.: [184, 246, 334, 274]
news-item: Blenheim, May 22. A petition has been signed by 300 Roman Catholics praying for an amendment of the Education Act, and was handed in to-day to Mr. Dodson, M.H.R., for presentation.: [657, 299, 806, 355]
column-2: [184, 33, 334, 1659]
column-rule: [653, 33, 654, 1533]
specialities-heading: SPECIALITIES :: [65, 1116, 129, 1126]
news-item: Albany, May 21. Arrived, in King George's Sound, last evening, the P. and O. steamship Carthage, with the English mail.: [657, 66, 806, 103]
political-source: [Per Press Association.]: [688, 1376, 775, 1386]
local-general-heading: Local and General.: [358, 1514, 476, 1529]
football-heading: INTER-COLONIAL FOOTBALL MATCH.: [676, 1776, 787, 1801]
kaiapoi-heading: THE KAIAPOI BOROUGH COUNCIL.: [662, 519, 801, 544]
agent-row: For Kaiteratahi .... Mr. W. Savery.: [184, 768, 305, 778]
vogel-telegram: "May I ask you to announce that I have received to withdraw from the candidature of the East Coast, and thank the friends who have worked for me, and especially make my acknowledgments to Mr. Gannon and Mr. Locke for their courteous willingness to withdraw in my favor. "I shall be glad to render any aid in my power to the breakwater matter. Difficulties are nearly always the results of faults in Act, the surmounting of which causes delay and loss, and your draft Act sent me, seems to me to require many alterations. I shall be happy to confer with whoever takes charge of it.: [814, 116, 954, 272]
novel-action-heading: A VERY NOVEL ACTION.: [963, 774, 1101, 786]
dressmaking-body: Under the charge of MADAM STEWART, whose experience as regards fit and adaptability of Styles has been of such a nature as to command success.: [184, 435, 334, 472]
column-rule: [338, 33, 339, 1533]
cricket-heading: CRICKET.—AUSTRALIANS v. SURREY.: [658, 1586, 805, 1611]
northern-title: The Northern Investment Company of New Zealand (Limited).: [25, 1520, 169, 1580]
local-item: Mr. Gudgeon's Work.—This gentleman has completed his second volume, which is now ready for publication, giving an account of the doings of the Maoris from the year 1820 to the signing of the Treaty of Waitangi. In it he describes the aborigines of New Zealand and the tribal food, or great fightings, men, their migrations, traditions, and superstitions; their belief in the tapu and makutu; the raids of the Ngapuhi, Waikato, and Ngatiawa; the attack on Pukerangiora; the defence of Te Namu; the destruction of Ngatiruanui, the fight of Motunui, down to the last of the old tribal fights, and finishes by a short biography of the former inhabitants of the Auckland isthmus, and descriptions of the Waikato district. The work is copiously interspersed with songs and incidents of the old Maori chiefs still living, and will no doubt prove a valuable addition to the history of these warlike people, much wanted to complete the chain of Maori history.: [500, 1359, 649, 1587]
editorial-p2: The assessment was made for three years, and, being retrospective, two years are now due and owing, whilst the third will be struck in June next. The Natives also naturally express surprise at the fact that, whereas the Government put a purchase value of one shilling and sixpence, two shillings and three shillings per acre on their land, they now assess them at ten shillings and one pound per acre. Looking at the matter from their point of view, the Natives appear to have made out a very fair case, and have apparent cause for complaint. In the first place it seems strange that no reasonable steps have been taken to make them acquainted with the operations of the new Act, no notice whatever having been given in the Kahiti, and as far as the notification having appeared in the Gazette of the 14th ult., we may ask how many Natives are likely to see that official publication? The minds of the Natives are greatly exercised upon this subject, and they are likely to firmly resist what they consider to be an exorbitant and unjust claim. No doubt we shall shortly hear more upon this subject, which bids fair to lead to some complications.: [342, 495, 492, 769]
patutahi-heading: The District of Patutahi.: [840, 889, 928, 899]
